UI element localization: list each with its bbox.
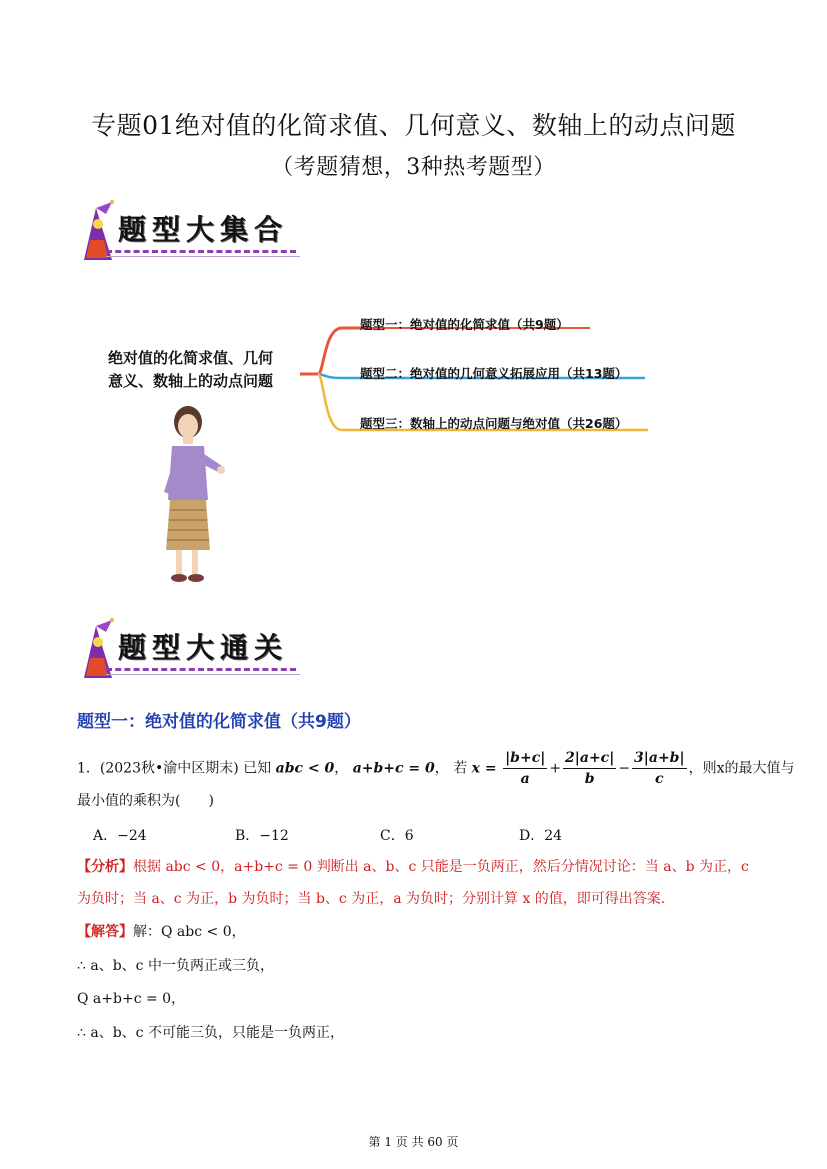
solution-line1 xyxy=(77,922,246,942)
mindmap-root xyxy=(108,347,283,393)
question-tail: ，则x的最大值与 xyxy=(688,760,795,777)
fraction-1-numerator: |b+c| xyxy=(503,748,547,769)
fraction-3-denominator: c xyxy=(655,771,664,787)
banner-underline xyxy=(106,668,296,671)
analysis-tag: 【分析】 xyxy=(77,859,133,875)
mindmap-branch-3: 题型三：数轴上的动点问题与绝对值（共26题） xyxy=(360,416,628,431)
question-source: 1．(2023秋•渝中区期末) 已知 xyxy=(77,760,272,777)
banner-underline-thin xyxy=(106,256,300,257)
banner-title: 题型大通关 xyxy=(118,631,289,664)
option-a: A．−24 xyxy=(93,828,147,844)
solution-line3: Q a+b+c = 0， xyxy=(77,991,186,1007)
fraction-3-numerator: 3|a+b| xyxy=(632,748,687,769)
mindmap-root-line1: 绝对值的化简求值、几何 xyxy=(108,349,274,367)
banner-title: 题型大集合 xyxy=(118,213,289,246)
fraction-2-numerator: 2|a+c| xyxy=(563,748,616,769)
option-d: D．24 xyxy=(519,828,563,844)
fraction-2-denominator: b xyxy=(584,771,595,787)
fraction-1-denominator: a xyxy=(520,771,530,787)
fraction-2 xyxy=(563,748,616,789)
page-subtitle: （考题猜想，3种热考题型） xyxy=(271,155,556,180)
analysis-text1: 根据 abc < 0，a+b+c = 0 判断出 a、b、c 只能是一负两正，然后分情况讨论：当 a、b 为正，c xyxy=(133,859,749,875)
solution-tag: 【解答】 xyxy=(77,924,133,940)
question-cond1: abc < 0 xyxy=(275,760,335,777)
option-b: B．−12 xyxy=(235,828,289,844)
banner-underline-thin xyxy=(106,674,300,675)
section-banner-collection xyxy=(78,200,303,268)
question-if: 若 xyxy=(453,760,468,777)
banner-underline xyxy=(106,250,296,253)
mindmap-branch-2: 题型二：绝对值的几何意义拓展应用（共13题） xyxy=(360,366,628,381)
question-x-eq: x = xyxy=(471,760,497,777)
section-banner-pass xyxy=(78,618,303,686)
plus-sign: + xyxy=(549,760,562,777)
mindmap-branch-1: 题型一：绝对值的化简求值（共9题） xyxy=(360,317,569,332)
page-footer: 第 1 页 共 60 页 xyxy=(368,1135,459,1149)
solution-text1: 解：Q abc < 0， xyxy=(133,924,246,940)
analysis-line1 xyxy=(77,857,749,877)
solution-line4: ∴ a、b、c 不可能三负，只能是一负两正， xyxy=(77,1025,344,1041)
question-line2: 最小值的乘积为( ) xyxy=(77,793,214,809)
analysis-line2: 为负时；当 a、c 为正，b 为负时；当 b、c 为正，a 为负时；分别计算 x 的值，即可得出答案． xyxy=(77,891,675,907)
page-title: 专题01绝对值的化简求值、几何意义、数轴上的动点问题 xyxy=(91,111,736,140)
option-c: C．6 xyxy=(380,828,414,844)
fraction-3 xyxy=(632,748,687,789)
section-heading: 题型一：绝对值的化简求值（共9题） xyxy=(77,712,361,732)
question-line1: 1．(2023秋•渝中区期末) 已知 abc < 0， a+b+c = 0， 若 x = $\frac{|b+c|}{a}$ + $\frac{2|a+c|}{b}$ − $\frac{3|a+b|}{c}$ ，则x的最大值与 xyxy=(77,750,795,787)
mindmap-root-line2: 意义、数轴上的动点问题 xyxy=(108,372,274,390)
solution-line2: ∴ a、b、c 中一负两正或三负， xyxy=(77,958,274,974)
minus-sign: − xyxy=(618,760,631,777)
question-cond2: a+b+c = 0 xyxy=(352,760,435,777)
teacher-illustration xyxy=(160,400,230,585)
fraction-1 xyxy=(503,748,547,789)
